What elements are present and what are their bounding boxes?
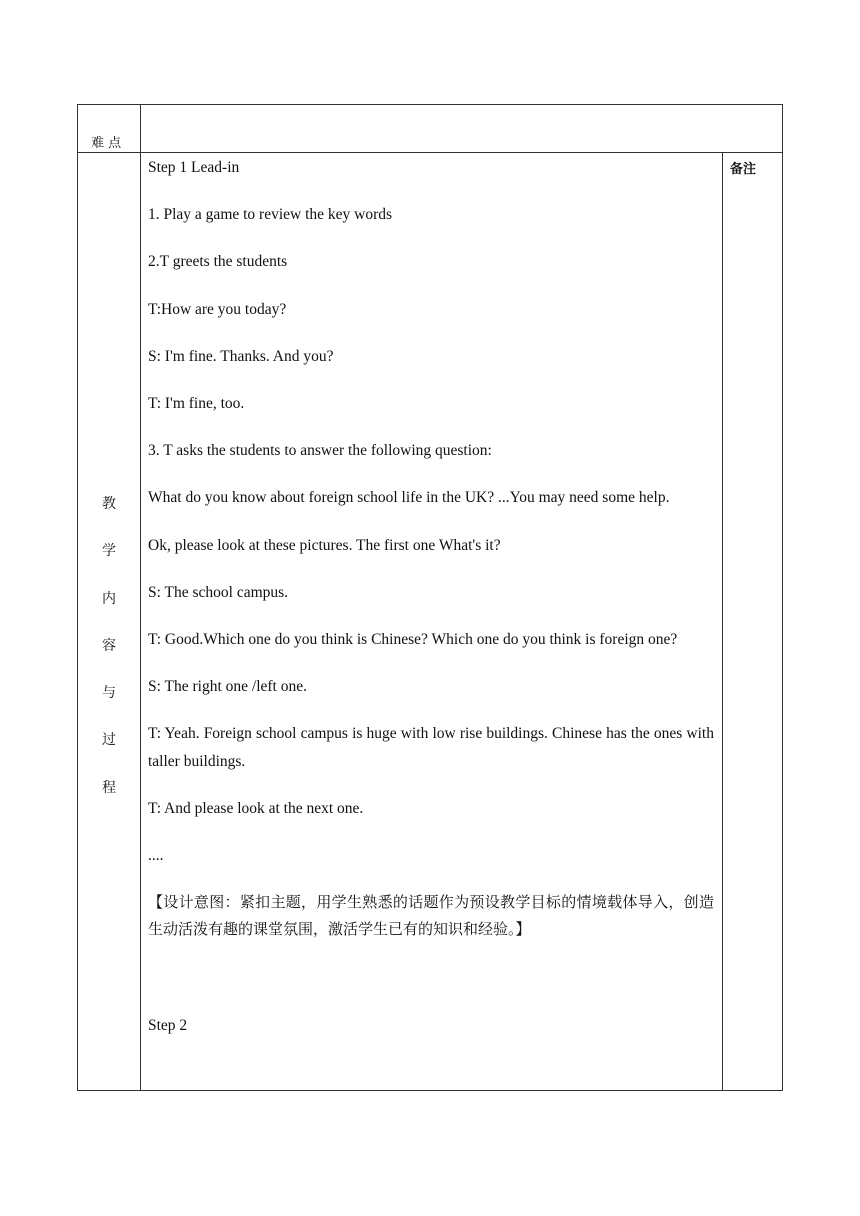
label-char: 与 xyxy=(102,685,116,702)
content-line: T: And please look at the next one. xyxy=(148,799,364,817)
blank-space xyxy=(148,964,714,1012)
label-char: 容 xyxy=(102,637,116,654)
content-line: T: Yeah. Foreign school campus is huge with low rise buildings. Chinese has the ones with taller buildings. xyxy=(148,725,714,770)
content-line: Step 2 xyxy=(148,1016,188,1034)
content-line: S: The right one /left one. xyxy=(148,678,307,696)
content-line: T:How are you today? xyxy=(148,300,287,318)
label-char: 教 xyxy=(102,496,116,512)
content-line: S: The school campus. xyxy=(148,583,289,601)
difficulty-label: 难 点 xyxy=(91,136,122,151)
content-line: S: I'm fine. Thanks. And you? xyxy=(148,347,334,365)
column-divider-right xyxy=(722,152,723,1090)
row-divider xyxy=(78,152,782,153)
content-line: .... xyxy=(148,846,164,864)
label-char: 过 xyxy=(102,732,116,749)
teaching-process-label xyxy=(78,494,140,825)
content-line: Ok, please look at these pictures. The first one What's it? xyxy=(148,536,501,554)
content-line: T: Good.Which one do you think is Chinese? Which one do you think is foreign one? xyxy=(148,630,678,648)
label-char: 学 xyxy=(102,543,116,560)
design-intent-note: 【设计意图：紧扣主题，用学生熟悉的话题作为预设教学目标的情境载体导入，创造生动活泼有趣的课堂氛围，激活学生已有的知识和经验。】 xyxy=(148,893,714,939)
column-divider-left xyxy=(140,105,141,1090)
content-line: 2.T greets the students xyxy=(148,253,288,271)
label-char: 内 xyxy=(102,590,116,607)
content-line: 3. T asks the students to answer the following question: xyxy=(148,442,492,460)
content-line: T: I'm fine, too. xyxy=(148,394,245,412)
notes-label: 备注 xyxy=(730,162,757,177)
label-char: 程 xyxy=(102,779,116,796)
content-line: Step 1 Lead-in xyxy=(148,159,240,176)
content-line: What do you know about foreign school life in the UK? ...You may need some help. xyxy=(148,489,670,507)
lesson-content xyxy=(148,154,714,1059)
content-line: 1. Play a game to review the key words xyxy=(148,206,393,224)
